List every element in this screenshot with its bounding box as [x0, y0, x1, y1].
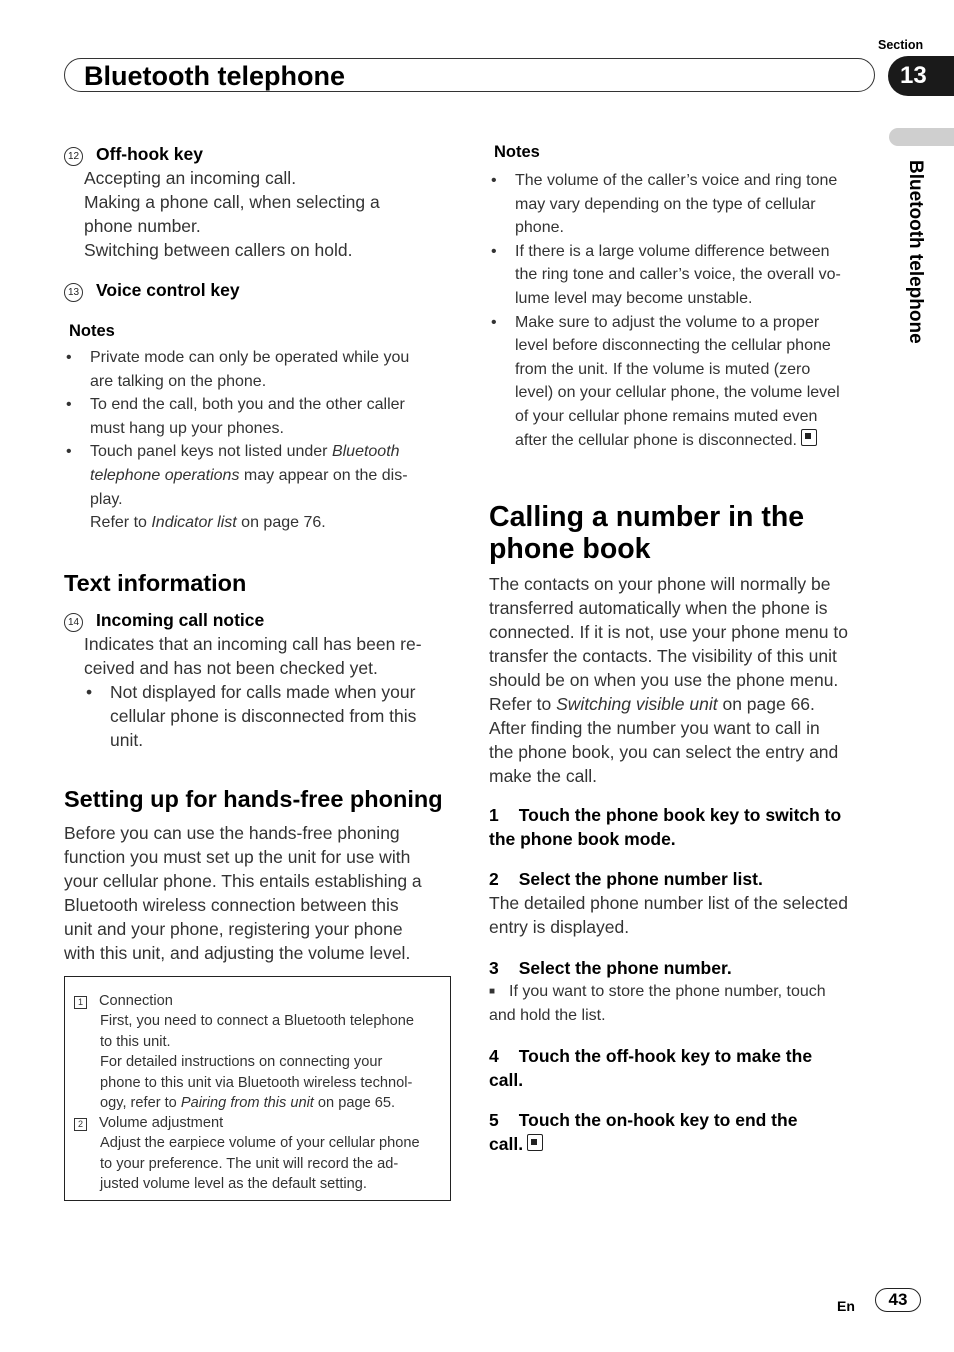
box-step-volume: 2 Volume adjustment Adjust the earpiece volume of your cellular phone to your preference. The unit will record the ad- justed volume level as the default setting. — [74, 1113, 420, 1195]
language-label: En — [837, 1298, 855, 1314]
item-off-hook-key — [64, 142, 454, 262]
notes-heading: Notes — [494, 143, 540, 161]
item-incoming-call-notice — [64, 608, 456, 752]
bullet-list — [64, 680, 456, 752]
step-5: 5 Touch the on-hook key to end the call. — [489, 1110, 798, 1154]
step-3: 3 Select the phone number. ■ If you want to store the phone number, touch and hold the list. — [489, 958, 826, 1024]
item-voice-control-key — [64, 278, 240, 302]
item-number-badge: 14 — [64, 613, 83, 632]
list-item: • If there is a large volume difference between the ring tone and caller’s voice, the overall vo- lume level may become unstable. — [489, 240, 879, 311]
step-number-box: 2 — [74, 1118, 87, 1131]
list-item: • Touch panel keys not listed under Bluetooth telephone operations may appear on the dis- play. Refer to Indicator list on page 76. — [64, 440, 456, 534]
end-mark-icon — [527, 1134, 543, 1151]
page-number: 43 — [875, 1288, 921, 1312]
list-item: • The volume of the caller’s voice and ring tone may vary depending on the type of cellular phone. — [489, 169, 879, 240]
list-item: • Not displayed for calls made when your cellular phone is disconnected from this unit. — [84, 680, 456, 752]
notes-list — [489, 169, 879, 452]
item-title: Off-hook key — [96, 144, 203, 164]
step-4: 4 Touch the off-hook key to make the call. — [489, 1046, 813, 1090]
end-mark-icon — [801, 429, 817, 446]
side-tab-label: Bluetooth telephone — [905, 160, 926, 344]
item-number-badge: 13 — [64, 283, 83, 302]
section-heading-hands-free: Setting up for hands-free phoning — [64, 786, 443, 812]
step-1: 1 Touch the phone book key to switch to the phone book mode. — [489, 805, 842, 849]
step-2: 2 Select the phone number list. The detailed phone number list of the selected entry is displayed. — [489, 869, 848, 937]
side-tab-marker — [889, 128, 954, 146]
section-heading-calling: Calling a number in the phone book — [489, 501, 805, 565]
setup-paragraph: Before you can use the hands-free phoning function you must set up the unit for use with your cellular phone. This entails establishing a Bluetooth wireless connection between this unit and your phone, registering your phone with this unit, and adjusting the volume level. — [64, 823, 422, 963]
square-bullet-icon: ■ — [489, 986, 496, 997]
notes-list — [64, 346, 456, 535]
page-title: Bluetooth telephone — [84, 61, 345, 91]
text-line: Making a phone call, when selecting a — [84, 192, 380, 212]
step-number-box: 1 — [74, 996, 87, 1009]
list-item: • Private mode can only be operated while you are talking on the phone. — [64, 346, 456, 393]
item-title: Voice control key — [96, 280, 240, 300]
section-number-badge: 13 — [888, 56, 954, 96]
text-line: Accepting an incoming call. — [84, 168, 297, 188]
item-title: Incoming call notice — [96, 610, 265, 630]
notes-heading: Notes — [69, 322, 115, 340]
text-line: phone number. — [84, 216, 201, 236]
list-item: • To end the call, both you and the other caller must hang up your phones. — [64, 393, 456, 440]
text-line: ceived and has not been checked yet. — [84, 658, 378, 678]
section-label: Section — [878, 38, 924, 52]
text-line: Switching between callers on hold. — [84, 240, 353, 260]
box-step-connection: 1 Connection First, you need to connect a Bluetooth telephone to this unit. For detailed instructions on connecting your phone to this unit via Bluetooth wireless technol- ogy, refer to Pairing from this unit on page 65. — [74, 991, 414, 1113]
item-number-badge: 12 — [64, 147, 83, 166]
list-item: • Make sure to adjust the volume to a proper level before disconnecting the cellular phone from the unit. If the volume is muted (zero level) on your cellular phone, the volume level of your cellular phone remains muted even after the cellular phone is disconnected. — [489, 311, 879, 453]
calling-intro: The contacts on your phone will normally be transferred automatically when the phone is connected. If it is not, use your phone menu to transfer the contacts. The visibility of this unit should be on when you use the phone menu. Refer to Switching visible unit on page 66. After finding the number you want to call in the phone book, you can select the entry and make the call. — [489, 574, 848, 786]
section-heading-text-information: Text information — [64, 570, 247, 596]
text-line: Indicates that an incoming call has been re- — [84, 634, 422, 654]
